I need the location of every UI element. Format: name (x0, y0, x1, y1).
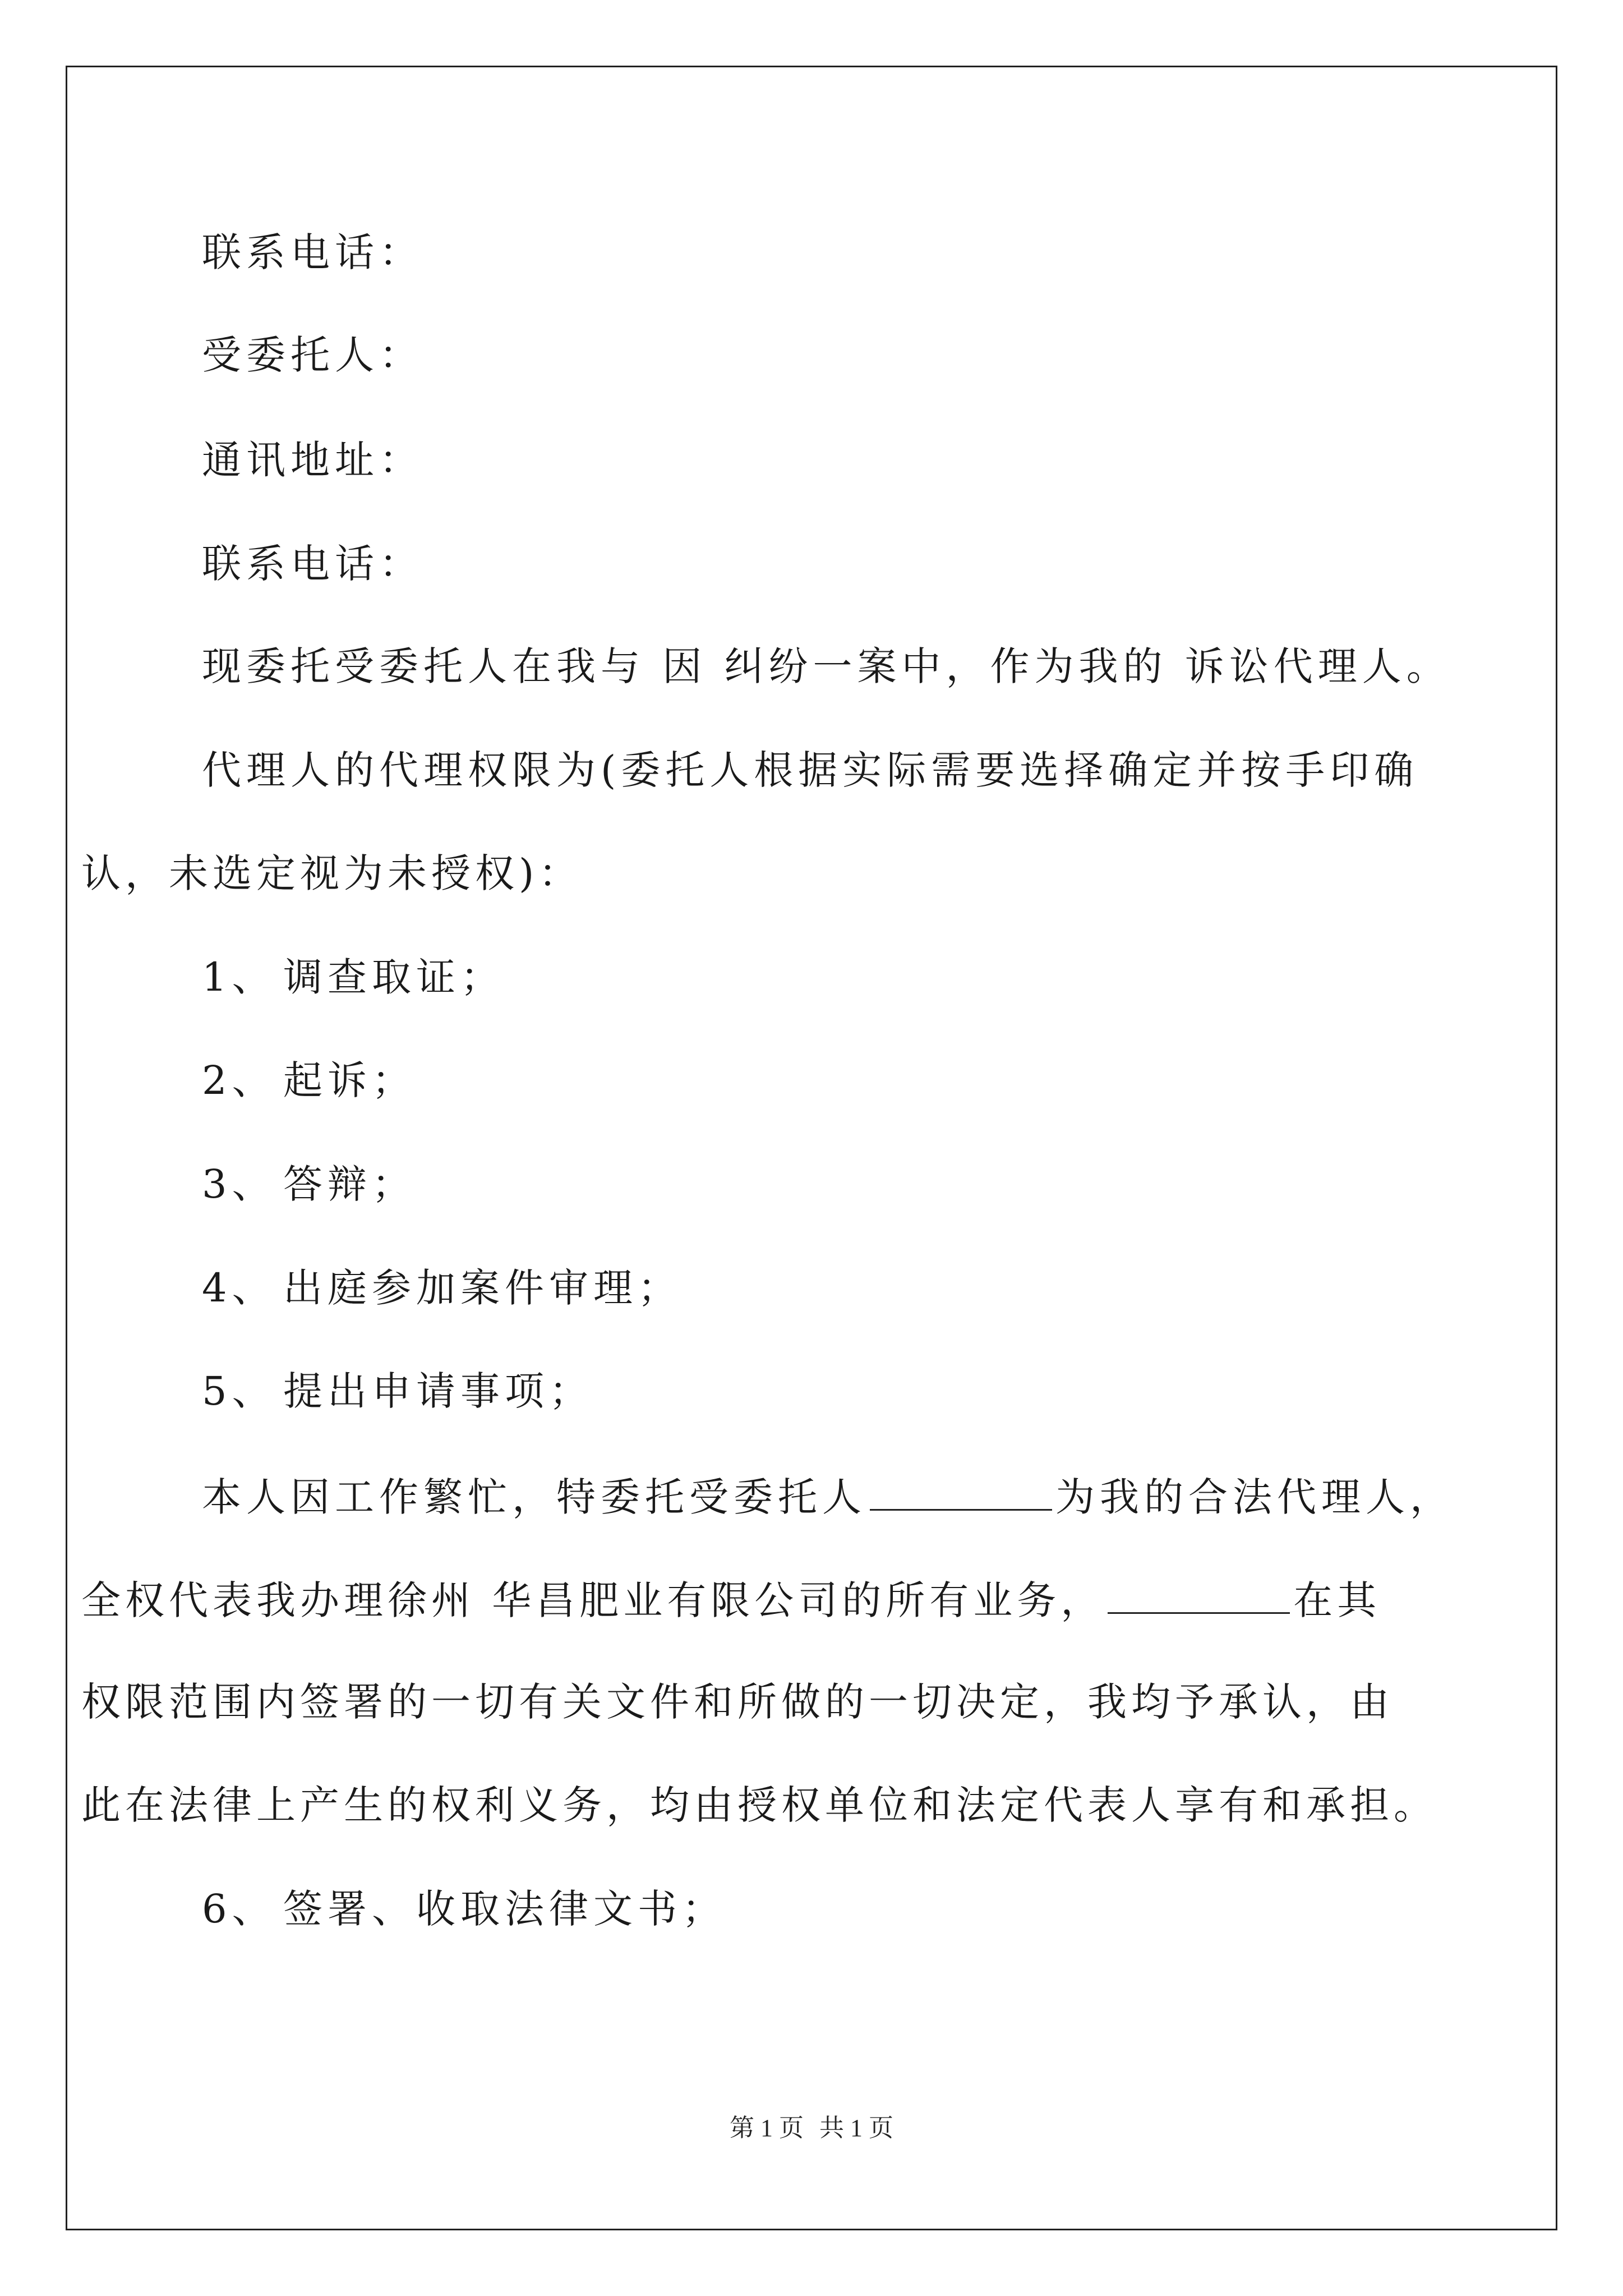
scope-line-1: 代理人的代理权限为(委托人根据实际需要选择确定并按手印确 (202, 747, 1419, 793)
page-footer (0, 2108, 1623, 2143)
paragraph-line-3: 权限范围内签署的一切有关文件和所做的一切决定，我均予承认，由 (81, 1679, 1394, 1725)
paragraph-text: 全权代表我办理徐州 华昌肥业有限公司的所有业务， (81, 1577, 1105, 1623)
item-number: 2、 (202, 1057, 276, 1103)
list-item (202, 1057, 416, 1103)
page-number: 第 1 页 (730, 2114, 804, 2142)
list-item (202, 1368, 593, 1414)
contact-phone-line: 联系电话： (202, 229, 423, 275)
item-text: 签署、收取法律文书； (283, 1886, 726, 1932)
paragraph-line-4: 此在法律上产生的权利义务，均由授权单位和法定代表人享有和承担。 (81, 1782, 1437, 1828)
blank-underline (870, 1475, 1052, 1511)
item-number: 6、 (202, 1886, 276, 1932)
list-item (202, 1161, 416, 1207)
paragraph-line-1 (202, 1474, 1454, 1520)
item-number: 3、 (202, 1161, 276, 1207)
paragraph-text: 为我的合法代理人， (1055, 1474, 1454, 1520)
paragraph-line-2 (81, 1577, 1381, 1623)
list-item (202, 1265, 682, 1311)
item-text: 起诉； (283, 1057, 416, 1103)
paragraph-text: 在其 (1293, 1577, 1381, 1623)
page-total: 共 1 页 (819, 2114, 893, 2142)
item-text: 答辩； (283, 1161, 416, 1207)
item-text: 出庭参加案件审理； (283, 1265, 682, 1311)
item-number: 5、 (202, 1368, 276, 1414)
trustee-line: 受委托人： (202, 332, 423, 378)
item-text: 提出申请事项； (283, 1368, 593, 1414)
contact-phone-line-2: 联系电话： (202, 541, 423, 587)
blank-underline (1108, 1579, 1290, 1614)
paragraph-text: 本人因工作繁忙，特委托受委托人 (202, 1474, 866, 1520)
address-line: 通讯地址： (202, 437, 423, 483)
item-text: 调查取证； (283, 954, 505, 1000)
list-item (202, 1886, 726, 1932)
scope-line-2: 认，未选定视为未授权)： (81, 850, 583, 896)
entrust-statement: 现委托受委托人在我与 因 纠纷一案中，作为我的 诉讼代理人。 (202, 643, 1451, 689)
item-number: 1、 (202, 954, 276, 1000)
item-number: 4、 (202, 1265, 276, 1311)
list-item (202, 954, 505, 1000)
